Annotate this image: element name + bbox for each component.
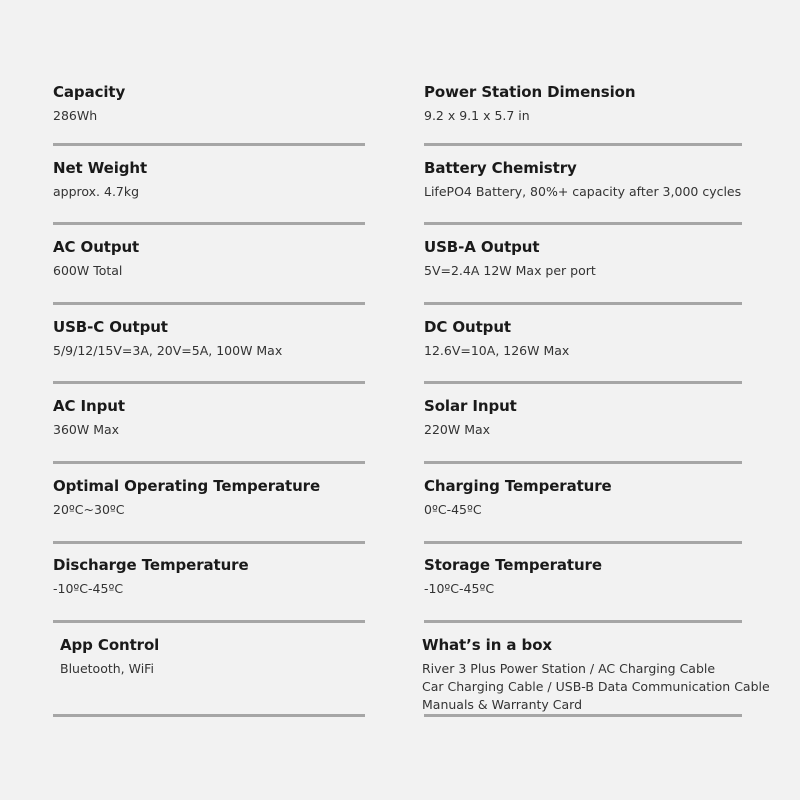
spec-title: Battery Chemistry (424, 159, 577, 177)
spec-value: 12.6V=10A, 126W Max (424, 343, 570, 358)
spec-title: Power Station Dimension (424, 83, 636, 101)
spec-value: LifePO4 Battery, 80%+ capacity after 3,000 cycles (424, 184, 742, 199)
spec-title: App Control (60, 636, 160, 654)
spec-value: -10ºC-45ºC (53, 581, 124, 596)
spec-title: AC Input (53, 397, 125, 415)
spec-title: USB-C Output (53, 318, 168, 336)
spec-value: 220W Max (424, 422, 491, 437)
spec-title: USB-A Output (424, 238, 540, 256)
spec-value: 9.2 x 9.1 x 5.7 in (424, 108, 530, 123)
spec-title: Capacity (53, 83, 126, 101)
spec-value: 5/9/12/15V=3A, 20V=5A, 100W Max (53, 343, 283, 358)
spec-title: DC Output (424, 318, 511, 336)
divider (53, 143, 365, 146)
box-item-line: River 3 Plus Power Station / AC Charging Cable (422, 661, 716, 676)
spec-title: AC Output (53, 238, 140, 256)
divider (53, 302, 365, 305)
spec-title: Solar Input (424, 397, 517, 415)
spec-title: Optimal Operating Temperature (53, 477, 321, 495)
divider (53, 541, 365, 544)
spec-value: 600W Total (53, 263, 123, 278)
box-item-line: Car Charging Cable / USB-B Data Communication Cable (422, 679, 770, 694)
spec-title: Net Weight (53, 159, 148, 177)
divider (53, 620, 365, 623)
spec-value-list (422, 660, 770, 714)
spec-value: 360W Max (53, 422, 120, 437)
spec-title: Storage Temperature (424, 556, 602, 574)
divider (424, 620, 742, 623)
divider (424, 461, 742, 464)
box-item-line: Manuals & Warranty Card (422, 697, 583, 712)
spec-value: 5V=2.4A 12W Max per port (424, 263, 596, 278)
spec-title: Charging Temperature (424, 477, 612, 495)
spec-title: What’s in a box (422, 636, 552, 654)
spec-value: approx. 4.7kg (53, 184, 140, 199)
spec-value: -10ºC-45ºC (424, 581, 495, 596)
spec-value: Bluetooth, WiFi (60, 661, 154, 676)
divider (424, 541, 742, 544)
spec-value: 286Wh (53, 108, 98, 123)
divider (424, 302, 742, 305)
divider (53, 381, 365, 384)
spec-title: Discharge Temperature (53, 556, 249, 574)
divider (53, 222, 365, 225)
divider (424, 714, 742, 717)
divider (53, 461, 365, 464)
divider (53, 714, 365, 717)
divider (424, 381, 742, 384)
divider (424, 222, 742, 225)
spec-value: 0ºC-45ºC (424, 502, 482, 517)
divider (424, 143, 742, 146)
spec-value: 20ºC~30ºC (53, 502, 125, 517)
